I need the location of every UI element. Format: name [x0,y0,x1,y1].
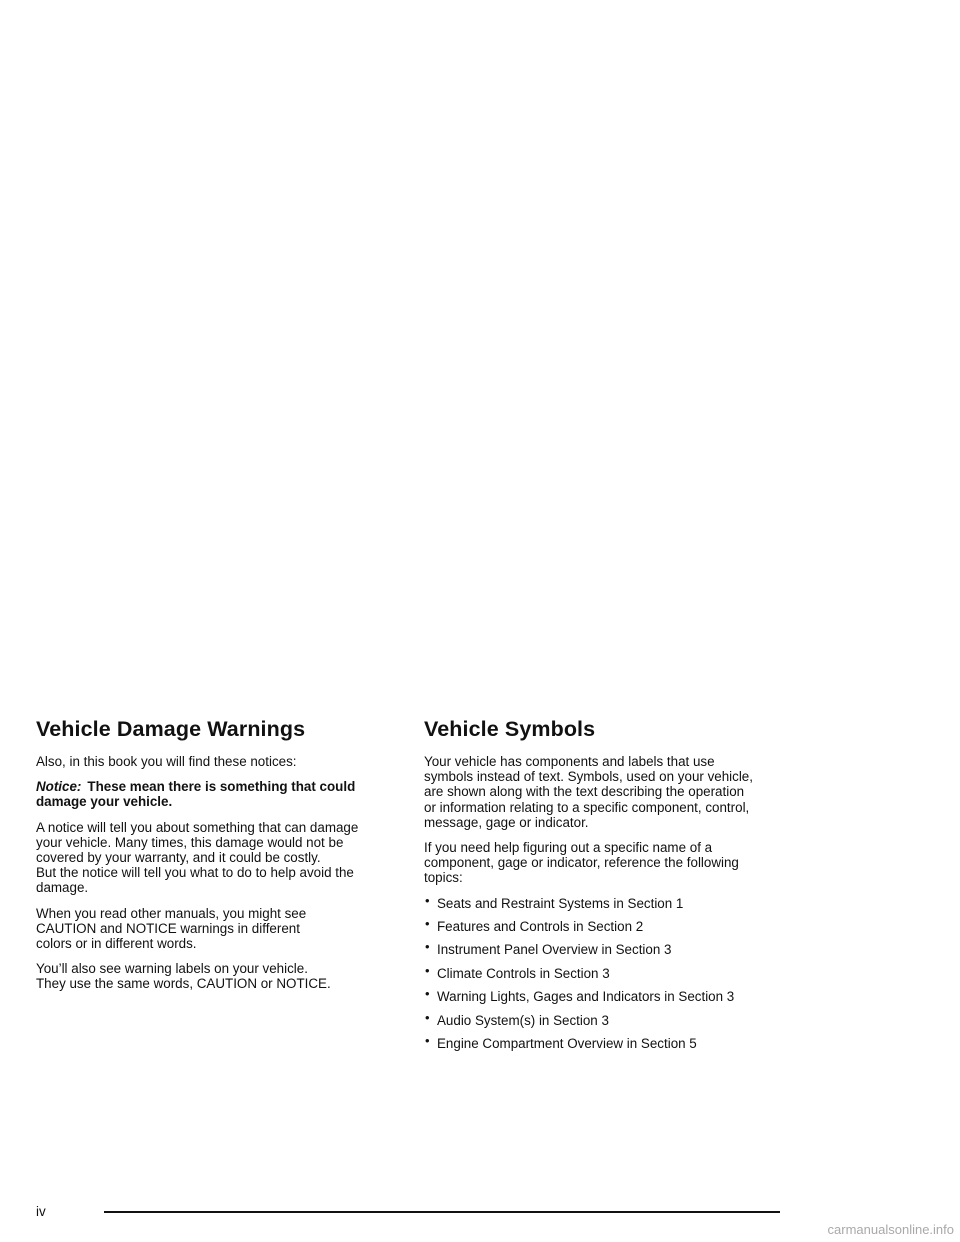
topic-text: Warning Lights, Gages and Indicators in Section 3 [437,989,735,1005]
text-line: your vehicle. Many times, this damage would not be [36,834,344,850]
bullet-icon: • [425,939,430,955]
text-line: or information relating to a specific component, control, [424,799,750,815]
topics-list [424,892,794,1052]
text-line: CAUTION and NOTICE warnings in different [36,920,300,936]
notice-label: Notice: [36,779,82,795]
symbols-help-paragraph [424,840,794,886]
text-line: They use the same words, CAUTION or NOTICE. [36,976,331,992]
topic-text: Seats and Restraint Systems in Section 1 [437,895,684,911]
list-item [424,916,794,935]
list-item [424,939,794,958]
topic-text: Climate Controls in Section 3 [437,965,610,981]
bullet-icon: • [425,1009,430,1025]
text-line: topics: [424,870,463,886]
text-line: symbols instead of text. Symbols, used on your vehicle, [424,769,753,785]
notice-text: These mean there is something that could damage your vehicle. [36,779,356,810]
list-item [424,1032,794,1051]
topic-text: Features and Controls in Section 2 [437,919,644,935]
list-item [424,986,794,1005]
text-line: component, gage or indicator, reference the following [424,855,739,871]
text-line: message, gage or indicator. [424,814,589,830]
text-line: When you read other manuals, you might see [36,905,307,921]
topic-text: Engine Compartment Overview in Section 5 [437,1035,697,1051]
vehicle-symbols-section [424,716,794,1059]
bullet-icon: • [425,1032,430,1048]
text-line: But the notice will tell you what to do to help avoid the [36,865,354,881]
list-item [424,892,794,911]
text-line: A notice will tell you about something that can damage [36,819,359,835]
notice-paragraph [36,779,392,809]
text-line: colors or in different words. [36,936,197,952]
damage-warnings-intro: Also, in this book you will find these notices: [36,754,297,769]
text-line: covered by your warranty, and it could be costly. [36,850,321,866]
text-line: If you need help figuring out a specific name of a [424,840,713,856]
bullet-icon: • [425,986,430,1002]
other-manuals-paragraph [36,906,392,952]
topic-text: Instrument Panel Overview in Section 3 [437,942,672,958]
notice-explanation-paragraph [36,820,392,896]
page-number: iv [36,1204,46,1219]
text-line: Your vehicle has components and labels that use [424,754,715,769]
bullet-icon: • [425,962,430,978]
bullet-icon: • [425,892,430,908]
text-line: are shown along with the text describing the operation [424,784,745,800]
vehicle-symbols-heading: Vehicle Symbols [424,717,596,741]
damage-warnings-heading: Vehicle Damage Warnings [36,717,306,741]
symbols-intro-paragraph [424,754,794,830]
list-item [424,1009,794,1028]
warning-labels-paragraph [36,961,392,991]
damage-warnings-section [36,716,392,1002]
text-line: You’ll also see warning labels on your vehicle. [36,961,308,977]
footer-rule [104,1211,780,1213]
text-line: damage. [36,880,89,896]
topic-text: Audio System(s) in Section 3 [437,1012,609,1028]
list-item [424,962,794,981]
watermark: carmanualsonline.info [827,1222,954,1237]
bullet-icon: • [425,916,430,932]
